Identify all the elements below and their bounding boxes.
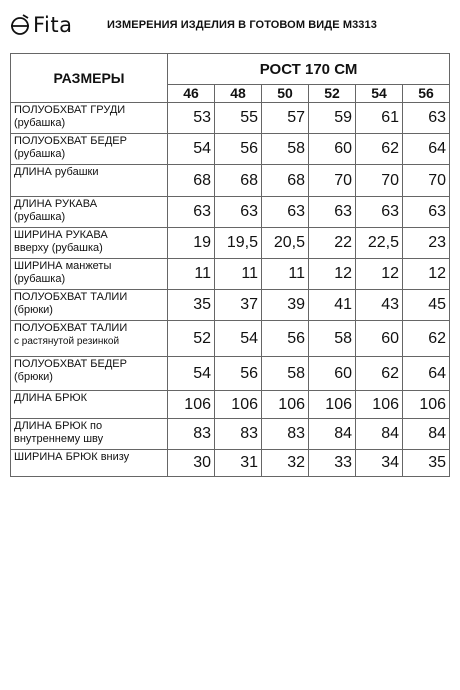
document-title: ИЗМЕРЕНИЯ ИЗДЕЛИЯ В ГОТОВОМ ВИДЕ M3313 — [107, 19, 377, 31]
measurement-value: 33 — [309, 450, 356, 477]
measurement-value: 45 — [403, 290, 450, 321]
measurement-value: 83 — [262, 419, 309, 450]
measurement-label-line: с растянутой резинкой — [14, 336, 120, 347]
measurement-label — [11, 197, 168, 228]
measurement-value: 68 — [262, 165, 309, 197]
measurement-label-line: (рубашка) — [14, 273, 66, 285]
size-header-cell: 54 — [356, 85, 403, 103]
measurement-value: 63 — [356, 197, 403, 228]
measurement-label-line: ПОЛУОБХВАТ ТАЛИИ — [14, 322, 128, 334]
size-header-cell: 46 — [168, 85, 215, 103]
fita-logo-icon — [10, 13, 30, 37]
measurement-label-line: (рубашка) — [14, 211, 66, 223]
measurement-value: 62 — [403, 321, 450, 357]
measurement-value: 63 — [309, 197, 356, 228]
measurement-value: 106 — [215, 391, 262, 419]
measurement-value: 62 — [356, 134, 403, 165]
measurement-label-line: ПОЛУОБХВАТ ГРУДИ — [14, 104, 126, 116]
measurement-value: 83 — [168, 419, 215, 450]
table-row — [11, 165, 450, 197]
measurement-value: 23 — [403, 228, 450, 259]
measurement-label-line: ПОЛУОБХВАТ БЕДЕР — [14, 135, 127, 147]
measurement-label — [11, 165, 168, 197]
height-header: РОСТ 170 СМ — [168, 54, 450, 85]
measurement-value: 68 — [168, 165, 215, 197]
measurement-value: 64 — [403, 357, 450, 391]
measurement-value: 58 — [262, 134, 309, 165]
measurement-label-line: ШИРИНА манжеты — [14, 260, 112, 272]
table-row — [11, 134, 450, 165]
measurement-value: 56 — [262, 321, 309, 357]
table-row — [11, 450, 450, 477]
measurement-value: 106 — [356, 391, 403, 419]
measurement-value: 52 — [168, 321, 215, 357]
measurement-value: 35 — [403, 450, 450, 477]
brand-logo — [10, 10, 73, 40]
measurement-value: 30 — [168, 450, 215, 477]
measurement-value: 54 — [168, 357, 215, 391]
measurement-label — [11, 228, 168, 259]
measurement-label-line: (брюки) — [14, 371, 53, 383]
measurement-value: 62 — [356, 357, 403, 391]
measurement-value: 31 — [215, 450, 262, 477]
measurement-value: 22 — [309, 228, 356, 259]
measurement-value: 37 — [215, 290, 262, 321]
measurement-value: 12 — [356, 259, 403, 290]
measurement-label-line: внутреннему шву — [14, 433, 104, 445]
measurement-value: 56 — [215, 134, 262, 165]
measurement-value: 11 — [262, 259, 309, 290]
measurement-value: 11 — [215, 259, 262, 290]
measurement-label — [11, 391, 168, 419]
measurement-value: 54 — [215, 321, 262, 357]
measurement-value: 35 — [168, 290, 215, 321]
measurement-value: 84 — [356, 419, 403, 450]
measurement-label-line: ДЛИНА БРЮК по — [14, 420, 103, 432]
measurement-value: 53 — [168, 103, 215, 134]
page-header — [10, 10, 450, 40]
measurement-label — [11, 259, 168, 290]
measurement-label — [11, 134, 168, 165]
measurement-value: 64 — [403, 134, 450, 165]
table-row — [11, 259, 450, 290]
measurement-value: 60 — [356, 321, 403, 357]
table-row — [11, 228, 450, 259]
measurement-label-line: ШИРИНА РУКАВА — [14, 229, 108, 241]
measurement-label-line: ШИРИНА БРЮК внизу — [14, 451, 130, 463]
measurement-value: 63 — [215, 197, 262, 228]
measurement-value: 84 — [403, 419, 450, 450]
size-chart-table — [10, 53, 450, 477]
measurement-label-line: ПОЛУОБХВАТ ТАЛИИ — [14, 291, 128, 303]
measurement-value: 106 — [262, 391, 309, 419]
measurement-value: 20,5 — [262, 228, 309, 259]
measurement-value: 106 — [309, 391, 356, 419]
measurement-value: 63 — [168, 197, 215, 228]
measurement-value: 22,5 — [356, 228, 403, 259]
brand-name: Fita — [33, 12, 73, 37]
measurement-value: 54 — [168, 134, 215, 165]
measurement-value: 41 — [309, 290, 356, 321]
table-row — [11, 290, 450, 321]
measurement-value: 60 — [309, 357, 356, 391]
measurement-label-line: ПОЛУОБХВАТ БЕДЕР — [14, 358, 127, 370]
measurement-value: 12 — [403, 259, 450, 290]
table-row — [11, 321, 450, 357]
measurement-label-line: ДЛИНА рубашки — [14, 166, 99, 178]
measurement-value: 70 — [356, 165, 403, 197]
measurement-label — [11, 450, 168, 477]
size-header-cell: 48 — [215, 85, 262, 103]
measurement-value: 58 — [309, 321, 356, 357]
measurement-value: 84 — [309, 419, 356, 450]
measurement-value: 61 — [356, 103, 403, 134]
measurement-value: 63 — [262, 197, 309, 228]
table-row — [11, 357, 450, 391]
size-header-cell: 52 — [309, 85, 356, 103]
measurement-value: 83 — [215, 419, 262, 450]
table-header-row — [11, 54, 450, 85]
measurement-rows — [11, 103, 450, 477]
measurement-value: 59 — [309, 103, 356, 134]
measurement-value: 55 — [215, 103, 262, 134]
measurement-value: 106 — [168, 391, 215, 419]
measurement-value: 32 — [262, 450, 309, 477]
measurement-label-line: (брюки) — [14, 304, 53, 316]
measurement-value: 19 — [168, 228, 215, 259]
measurement-value: 106 — [403, 391, 450, 419]
measurement-label — [11, 321, 168, 357]
measurement-label-line: (рубашка) — [14, 117, 66, 129]
measurement-value: 57 — [262, 103, 309, 134]
measurement-label-line: ДЛИНА РУКАВА — [14, 198, 98, 210]
sizes-header: РАЗМЕРЫ — [11, 54, 168, 103]
measurement-value: 56 — [215, 357, 262, 391]
measurement-label — [11, 419, 168, 450]
size-header-cell: 56 — [403, 85, 450, 103]
measurement-value: 12 — [309, 259, 356, 290]
measurement-label-line: вверху (рубашка) — [14, 242, 103, 254]
table-row — [11, 197, 450, 228]
measurement-value: 39 — [262, 290, 309, 321]
measurement-label — [11, 357, 168, 391]
measurement-label-line: ДЛИНА БРЮК — [14, 392, 87, 404]
measurement-label — [11, 290, 168, 321]
measurement-value: 70 — [309, 165, 356, 197]
measurement-value: 19,5 — [215, 228, 262, 259]
table-row — [11, 391, 450, 419]
measurement-value: 60 — [309, 134, 356, 165]
measurement-value: 63 — [403, 103, 450, 134]
measurement-label — [11, 103, 168, 134]
table-row — [11, 103, 450, 134]
measurement-value: 11 — [168, 259, 215, 290]
measurement-value: 58 — [262, 357, 309, 391]
measurement-value: 68 — [215, 165, 262, 197]
measurement-label-line: (рубашка) — [14, 148, 66, 160]
size-header-cell: 50 — [262, 85, 309, 103]
measurement-value: 43 — [356, 290, 403, 321]
table-row — [11, 419, 450, 450]
measurement-value: 63 — [403, 197, 450, 228]
measurement-value: 70 — [403, 165, 450, 197]
measurement-value: 34 — [356, 450, 403, 477]
